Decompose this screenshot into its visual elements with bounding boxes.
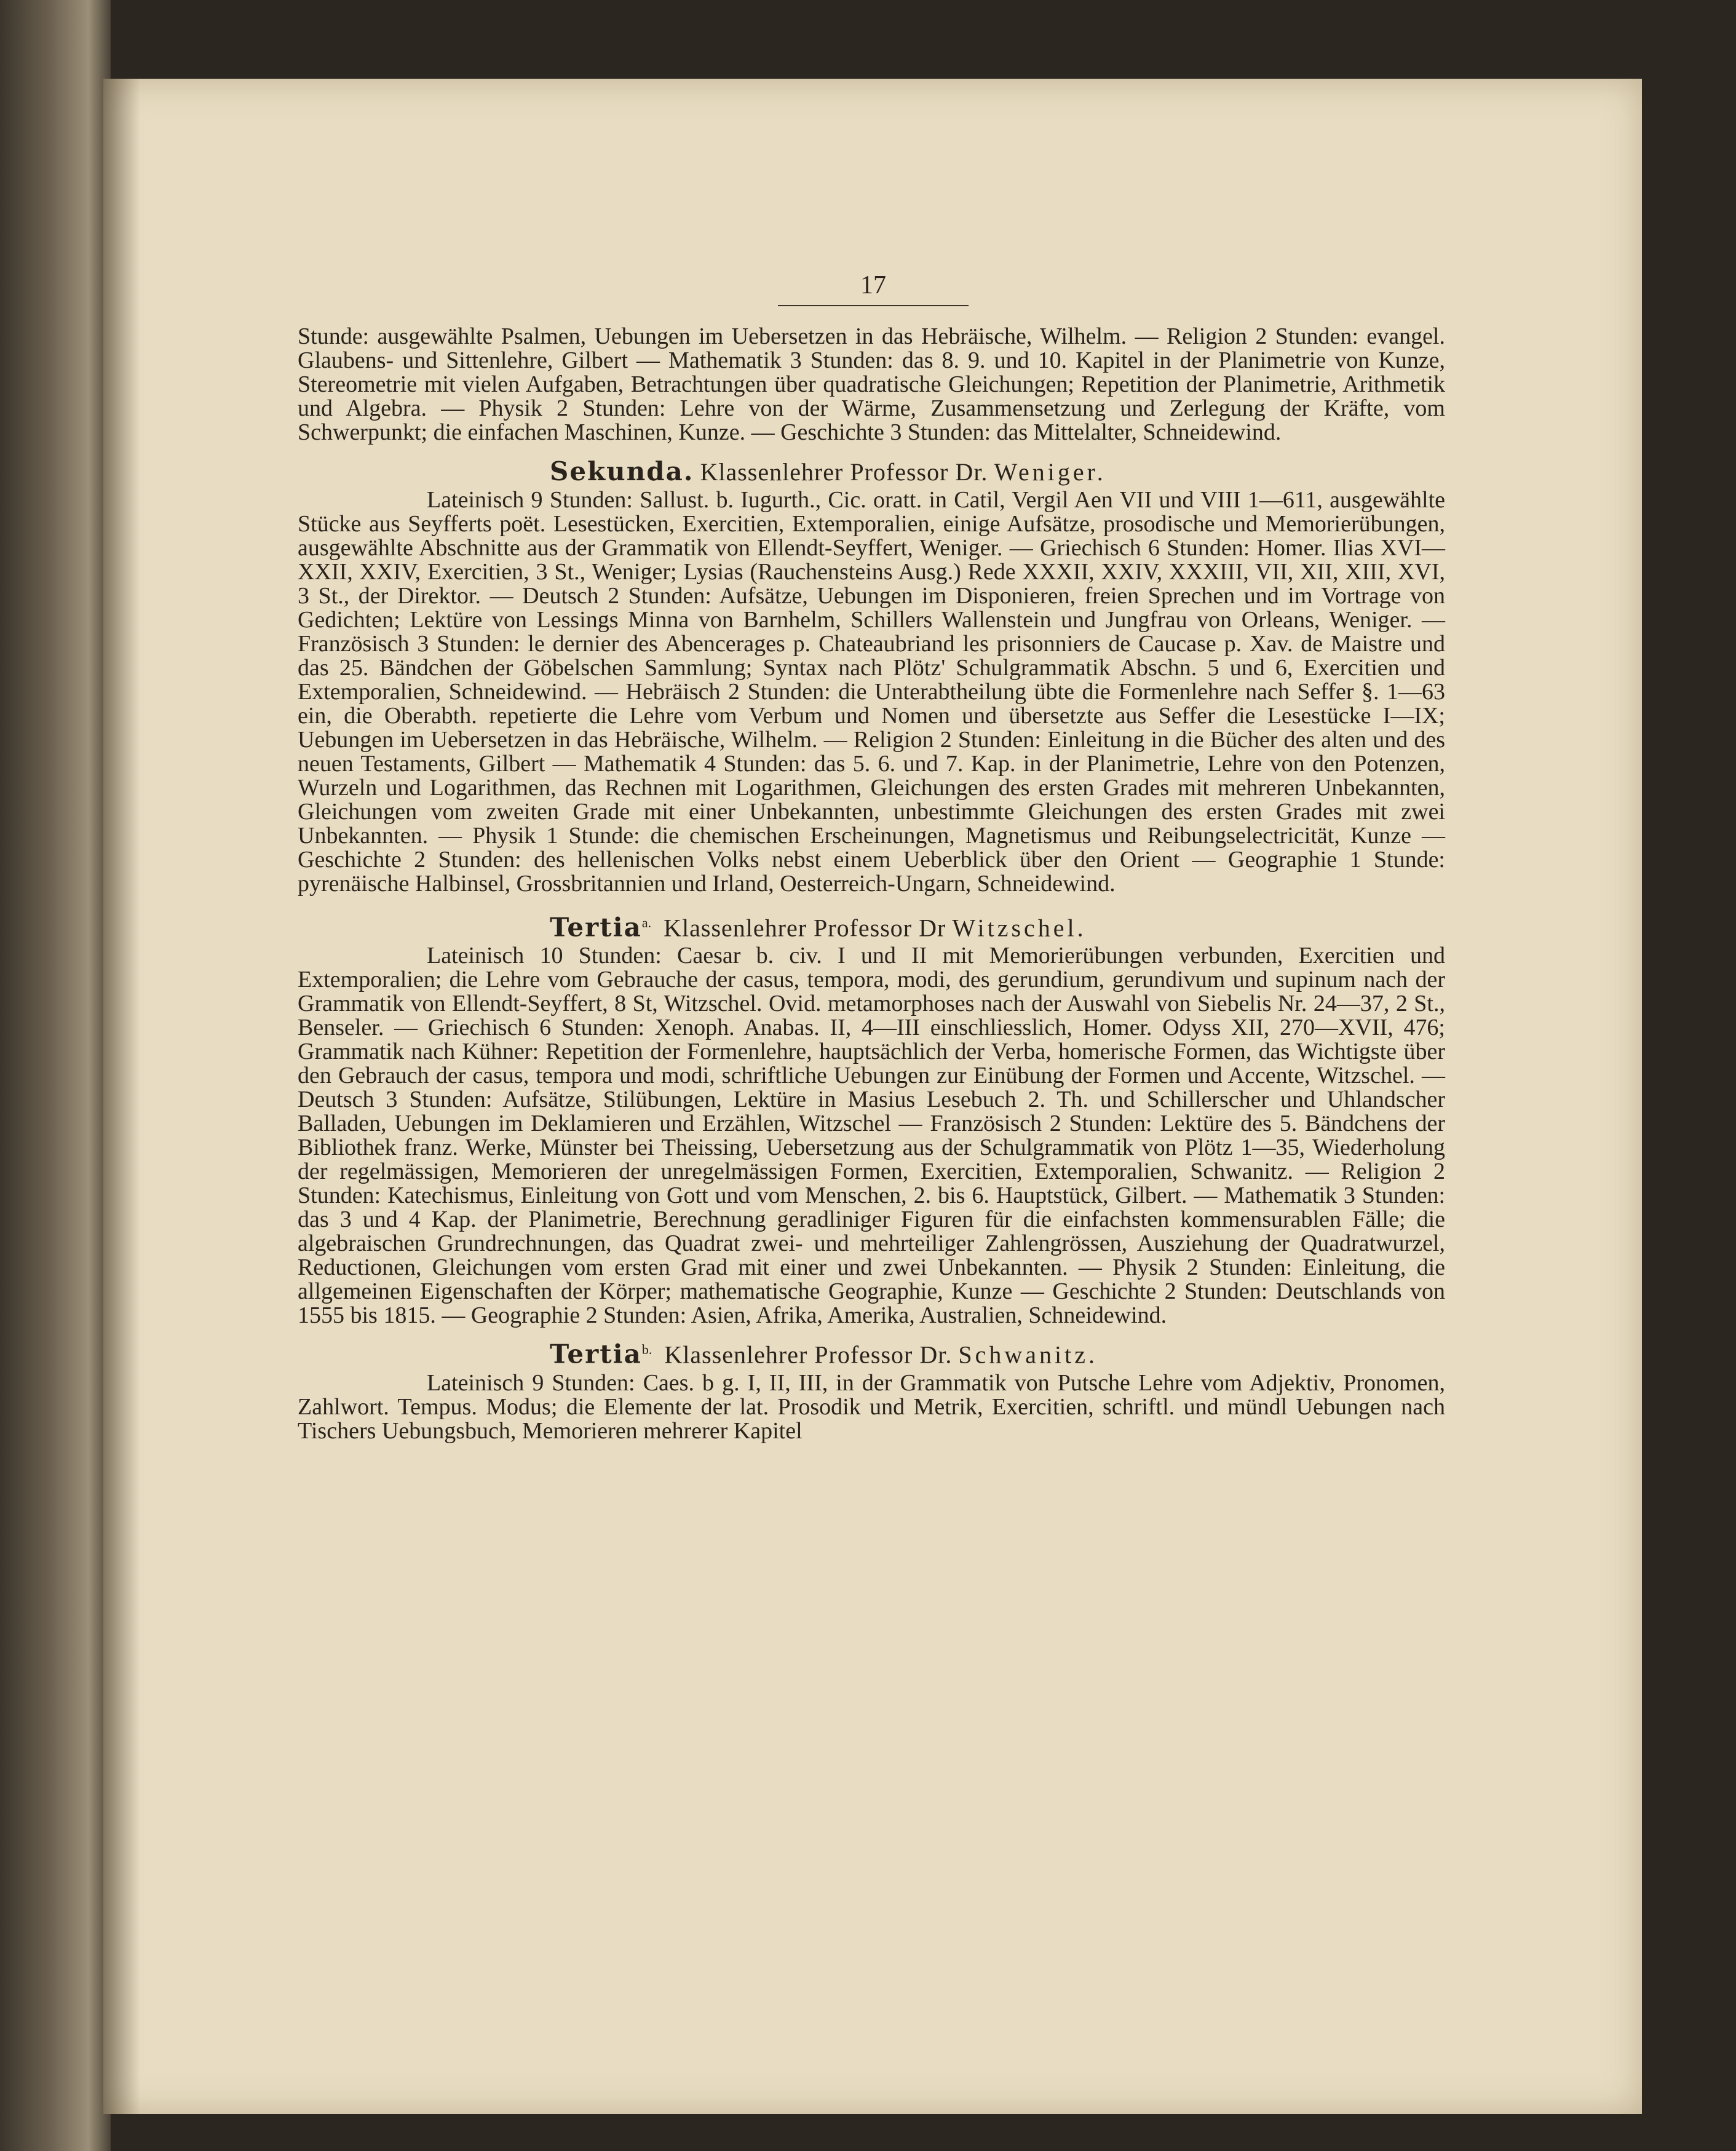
teacher-prefix: Klassenlehrer Professor Dr: [664, 914, 946, 942]
class-name: Tertia: [550, 912, 642, 943]
facing-page-edge: [0, 0, 111, 2151]
section-heading-tertia-a: [298, 909, 1445, 941]
class-name: Sekunda.: [550, 456, 694, 486]
intro-paragraph: Stunde: ausgewählte Psalmen, Uebungen im Uebersetzen in das Hebräische, Wilhelm. — Religion 2 Stunden: evangel. Glaubens- und Sittenlehre, Gilbert — Mathematik 3 Stunden: das 8. 9. und 10. Kapitel in der Planimetrie von Kunze, Stereometrie mit vielen Aufgaben, Betrachtungen über quadratische Gleichungen; Repetition der Planimetrie, Arithmetik und Algebra. — Physik 2 Stunden: Lehre von der Wärme, Zusammensetzung und Zerlegung der Kräfte, vom Schwerpunkt; die einfachen Maschinen, Kunze. — Geschichte 3 Stunden: das Mittelalter, Schneidewind.: [298, 323, 1445, 445]
teacher-name: Schwanitz.: [958, 1341, 1098, 1369]
teacher-prefix: Klassenlehrer Professor Dr.: [664, 1341, 953, 1369]
section-body-tertia-a: Lateinisch 10 Stunden: Caesar b. civ. I und II mit Memorierübungen verbunden, Exercitien und Extemporalien; die Lehre vom Gebrauche der casus, tempora, modi, des gerundium, gerundivum und supinum nach der Grammatik von Ellendt-Seyffert, 8 St, Witzschel. Ovid. metamorphoses nach der Auswahl von Siebelis Nr. 24—37, 2 St., Benseler. — Griechisch 6 Stunden: Xenoph. Anabas. II, 4—III einschliesslich, Homer. Odyss XII, 270—XVII, 476; Grammatik nach Kühner: Repetition der Formenlehre, hauptsächlich der Verba, homerische Formen, das Wichtigste über den Gebrauch der casus, tempora und modi, schriftliche Uebungen zur Einübung der Formen und Accente, Witzschel. — Deutsch 3 Stunden: Aufsätze, Stilübungen, Lektüre in Masius Lesebuch 2. Th. und Schillerscher und Uhlandscher Balladen, Uebungen im Deklamieren und Erzählen, Witzschel — Französisch 2 Stunden: Lektüre des 5. Bändchens der Bibliothek franz. Werke, Münster bei Theissing, Uebersetzung aus der Schulgrammatik von Plötz 1—35, Wiederholung der regelmässigen, Memorieren der unregelmässigen Formen, Exercitien, Extemporalien, Schwanitz. — Religion 2 Stunden: Katechismus, Einleitung von Gott und vom Menschen, 2. bis 6. Hauptstück, Gilbert. — Mathematik 3 Stunden: das 3 und 4 Kap. der Planimetrie, Berechnung geradliniger Figuren für die einfachsten kommensurablen Fälle; die algebraischen Grundrechnungen, das Quadrat zwei- und mehrteiliger Zahlengrössen, Ausziehung der Quadratwurzel, Reductionen, Gleichungen vom ersten Grad mit einer und zwei Unbekannten. — Physik 2 Stunden: Einleitung, die allgemeinen Eigenschaften der Körper; mathematische Geographie, Kunze — Geschichte 2 Stunden: Deutschlands von 1555 bis 1815. — Geographie 2 Stunden: Asien, Afrika, Amerika, Australien, Schneidewind.: [298, 943, 1445, 1329]
gutter-shadow: [103, 79, 140, 2114]
section-body-tertia-b: Lateinisch 9 Stunden: Caes. b g. I, II, III, in der Grammatik von Putsche Lehre vom Adjektiv, Pronomen, Zahlwort. Tempus. Modus; die Elemente der lat. Prosodik und Metrik, Exercitien, schriftl. und mündl Uebungen nach Tischers Uebungsbuch, Memorieren mehrerer Kapitel: [298, 1369, 1445, 1444]
teacher-name: Weniger.: [994, 458, 1106, 486]
page-content: [298, 325, 1445, 1443]
class-superscript: a.: [641, 915, 652, 930]
page-number: 17: [860, 271, 886, 299]
teacher-name: Witzschel.: [952, 914, 1087, 942]
class-superscript: b.: [641, 1342, 652, 1358]
section-heading-sekunda: [298, 458, 1445, 486]
section-heading-tertia-b: [298, 1336, 1445, 1368]
teacher-prefix: Klassenlehrer Professor Dr.: [700, 458, 988, 486]
header-rule: [778, 305, 969, 306]
section-body-sekunda: Lateinisch 9 Stunden: Sallust. b. Iugurth., Cic. oratt. in Catil, Vergil Aen VII und VIII 1—611, ausgewählte Stücke aus Seyfferts poët. Lesestücken, Exercitien, Extemporalien, einige Aufsätze, prosodische und Memorierübungen, ausgewählte Abschnitte aus der Grammatik von Ellendt-Seyffert, Weniger. — Griechisch 6 Stunden: Homer. Ilias XVI—XXII, XXIV, Exercitien, 3 St., Weniger; Lysias (Rauchensteins Ausg.) Rede XXXII, XXIV, XXXIII, VII, XII, XIII, XVI, 3 St., der Direktor. — Deutsch 2 Stunden: Aufsätze, Uebungen im Disponieren, freien Sprechen und im Vortrage von Gedichten; Lektüre von Lessings Minna von Barnhelm, Schillers Wallenstein und Jungfrau von Orleans, Weniger. — Französisch 3 Stunden: le dernier des Abencerages p. Chateaubriand les prisonniers de Caucase p. Xav. de Maistre und das 25. Bändchen der Göbelschen Sammlung; Syntax nach Plötz' Schulgrammatik Abschn. 5 und 6, Exercitien und Extemporalien, Schneidewind. — Hebräisch 2 Stunden: die Unterabtheilung übte die Formenlehre nach Seffer §. 1—63 ein, die Oberabth. repetierte die Lehre vom Verbum und Nomen und übersetzte aus Seffer die Lesestücke I—IX; Uebungen im Uebersetzen in das Hebräische, Wilhelm. — Religion 2 Stunden: Einleitung in die Bücher des alten und des neuen Testaments, Gilbert — Mathematik 4 Stunden: das 5. 6. und 7. Kap. in der Planimetrie, Lehre von den Potenzen, Wurzeln und Logarithmen, das Rechnen mit Logarithmen, Gleichungen des ersten Grades mit mehreren Unbekannten, Gleichungen vom zweiten Grade mit einer Unbekannten, unbestimmte Gleichungen des ersten Grades mit zwei Unbekannten. — Physik 1 Stunde: die chemischen Erscheinungen, Magnetismus und Reibungselectricität, Kunze — Geschichte 2 Stunden: des hellenischen Volks nebst einem Ueberblick über den Orient — Geographie 1 Stunde: pyrenäische Halbinsel, Grossbritannien und Irland, Oesterreich-Ungarn, Schneidewind.: [298, 487, 1445, 897]
class-name: Tertia: [550, 1339, 642, 1369]
